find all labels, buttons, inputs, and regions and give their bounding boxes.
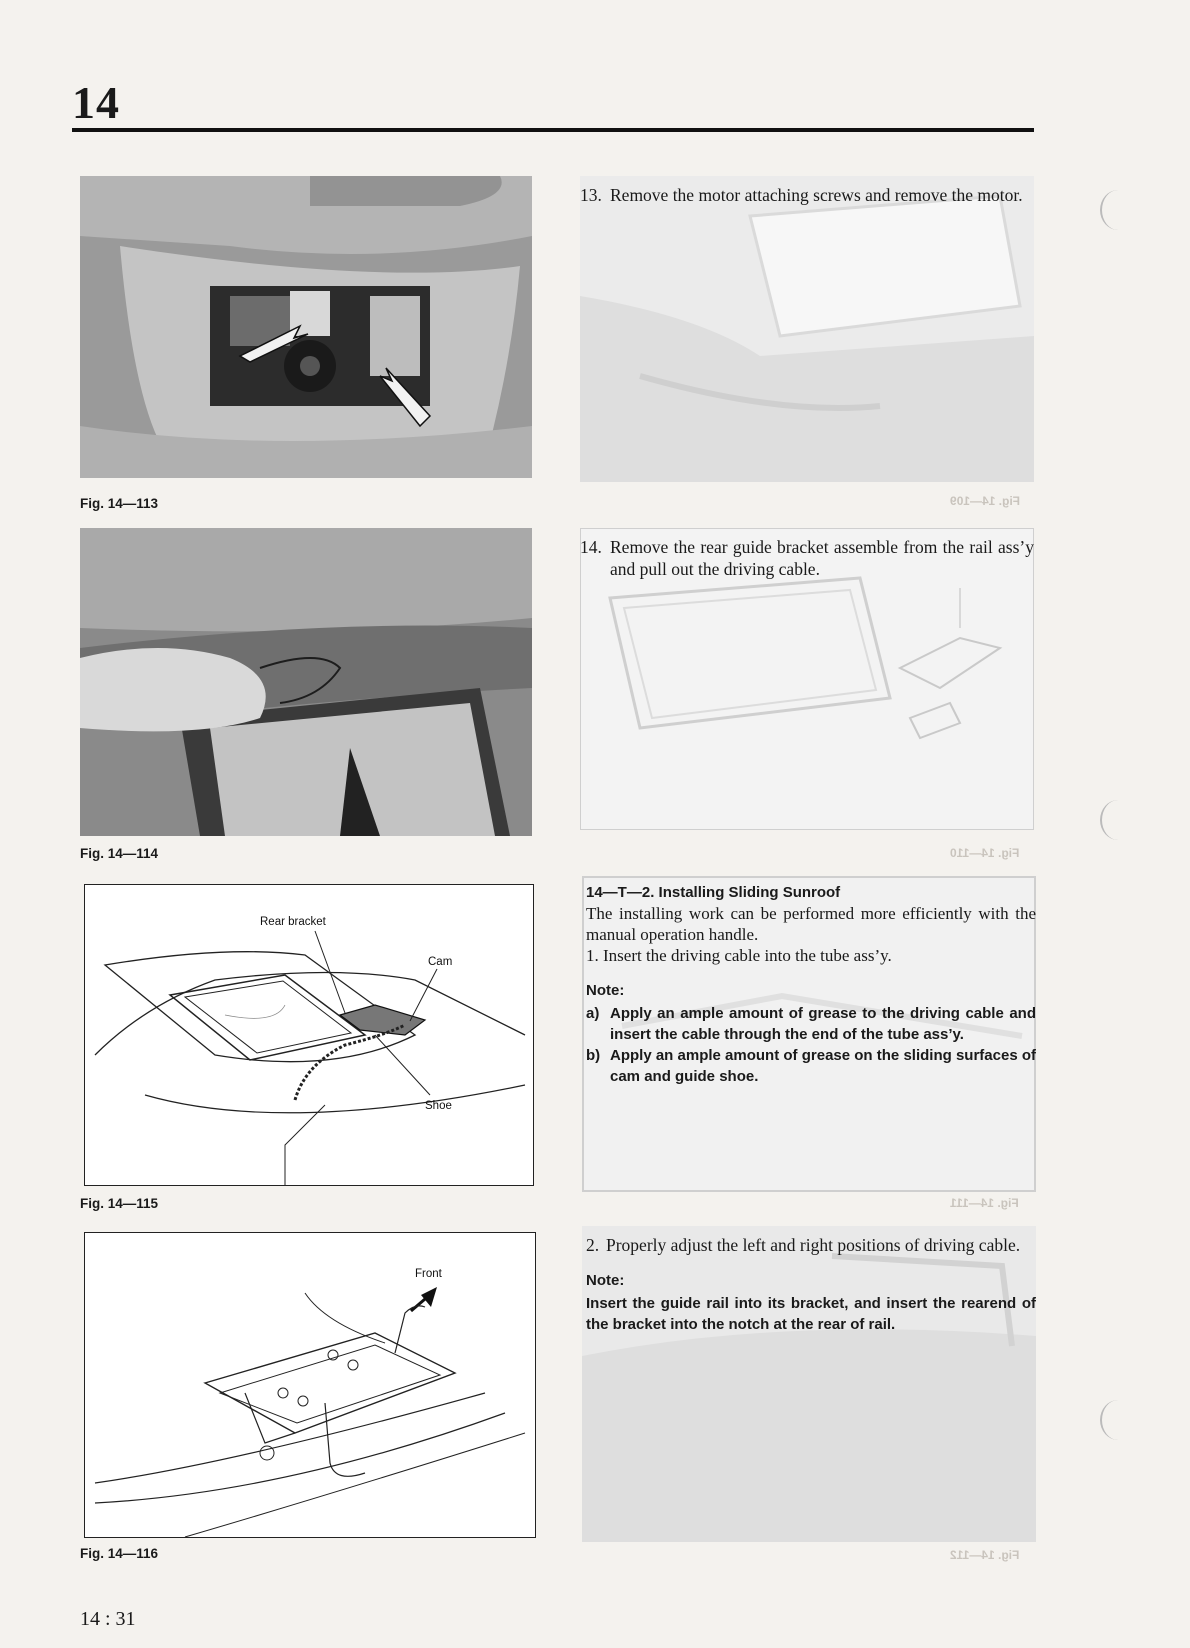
ghost-caption-1: Fig. 14—109 xyxy=(950,494,1021,508)
label-front: Front xyxy=(415,1268,442,1280)
punch-hole-bottom xyxy=(1100,1400,1136,1440)
note-label-2: Note: xyxy=(586,1272,625,1289)
step-14-text: Remove the rear guide bracket assemble from the rail ass’y and pull out the driving cable. xyxy=(610,537,1034,579)
step-14-number: 14. xyxy=(580,537,602,557)
ghost-caption-4: Fig. 14—112 xyxy=(950,1548,1020,1562)
section-step-1-number: 1. xyxy=(586,946,599,965)
header-rule xyxy=(72,128,1034,132)
label-shoe: Shoe xyxy=(425,1100,452,1112)
note-label-1: Note: xyxy=(586,982,625,999)
note-a-marker: a) xyxy=(586,1005,600,1022)
step-13-panel xyxy=(580,176,1034,482)
note-b-marker: b) xyxy=(586,1047,601,1064)
figure-14-115-caption: Fig. 14—115 xyxy=(80,1196,159,1211)
step-2 xyxy=(586,1234,1036,1256)
note-a xyxy=(586,1003,1036,1045)
figure-14-115-drawing xyxy=(84,884,534,1186)
step-14 xyxy=(580,536,1034,580)
figure-14-113-caption: Fig. 14—113 xyxy=(80,496,159,511)
figure-14-114-caption: Fig. 14—114 xyxy=(80,846,159,861)
figure-14-114-photo xyxy=(80,528,532,836)
note-a-text: Apply an ample amount of grease to the driving cable and insert the cable through the end of the tube ass’y. xyxy=(610,1005,1036,1043)
section-step-1 xyxy=(586,945,1036,966)
punch-hole-middle xyxy=(1100,800,1136,840)
step-2-text: Properly adjust the left and right positions of driving cable. xyxy=(606,1235,1021,1255)
step-13-number: 13. xyxy=(580,185,602,205)
figure-14-113-photo xyxy=(80,176,532,478)
step-13 xyxy=(580,184,1034,206)
figure-14-116-caption: Fig. 14—116 xyxy=(80,1546,159,1561)
step-2-note: Insert the guide rail into its bracket, and insert the rearend of the bracket into the notch at the rear of rail. xyxy=(586,1295,1036,1333)
label-cam: Cam xyxy=(428,956,453,968)
page-footer-number: 14 : 31 xyxy=(80,1608,136,1630)
note-b-text: Apply an ample amount of grease on the sliding surfaces of cam and guide shoe. xyxy=(610,1047,1036,1085)
step-2-panel xyxy=(582,1226,1036,1542)
ghost-caption-3: Fig. 14—111 xyxy=(950,1196,1019,1210)
ghost-caption-2: Fig. 14—110 xyxy=(950,846,1020,860)
section-step-1-text: Insert the driving cable into the tube ass’y. xyxy=(603,946,892,965)
section-intro: The installing work can be performed more efficiently with the manual operation handle. xyxy=(586,904,1036,944)
step-13-text: Remove the motor attaching screws and remove the motor. xyxy=(610,185,1023,205)
section-title: 14—T—2. Installing Sliding Sunroof xyxy=(586,884,841,901)
label-rear-bracket: Rear bracket xyxy=(260,916,326,928)
section-14-t-2-panel xyxy=(582,876,1036,1192)
figure-14-116-drawing xyxy=(84,1232,536,1538)
section-number: 14 xyxy=(72,77,120,128)
step-14-panel xyxy=(580,528,1034,830)
punch-hole-top xyxy=(1100,190,1136,230)
step-2-number: 2. xyxy=(586,1235,600,1255)
note-b xyxy=(586,1045,1036,1087)
